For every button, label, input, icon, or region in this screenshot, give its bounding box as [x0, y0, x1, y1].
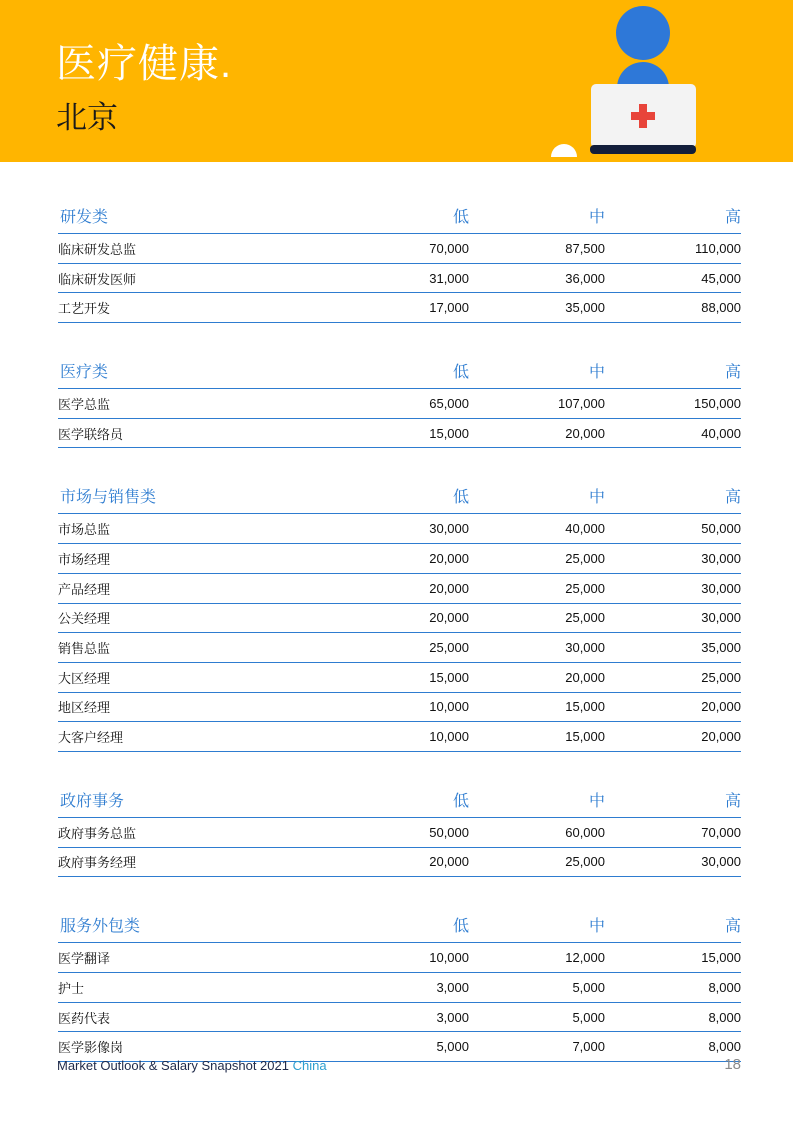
footer-country: China: [292, 1058, 327, 1073]
salary-mid: 30,000: [565, 640, 605, 656]
salary-high: 20,000: [701, 699, 741, 715]
salary-mid: 5,000: [572, 979, 605, 995]
section-title: 研发类: [60, 209, 109, 226]
section-header: [58, 907, 741, 943]
salary-low: 10,000: [429, 729, 469, 745]
role-name: 医药代表: [58, 1010, 111, 1026]
role-name: 产品经理: [58, 581, 111, 597]
table-section: [58, 353, 741, 448]
salary-low: 65,000: [429, 395, 469, 411]
role-name: 大区经理: [58, 670, 111, 686]
salary-low: 20,000: [429, 610, 469, 626]
salary-mid: 20,000: [565, 425, 605, 441]
salary-mid: 25,000: [565, 854, 605, 870]
table-section: [58, 478, 741, 752]
salary-high: 110,000: [694, 240, 741, 256]
role-name: 政府事务经理: [58, 855, 137, 871]
role-name: 医学总监: [58, 396, 111, 412]
salary-high: 25,000: [701, 669, 741, 685]
salary-mid: 7,000: [572, 1039, 605, 1055]
role-name: 市场经理: [58, 551, 111, 567]
table-row: [58, 264, 741, 294]
section-title: 政府事务: [60, 792, 125, 810]
role-name: 工艺开发: [58, 301, 111, 317]
role-name: 政府事务总监: [58, 825, 137, 841]
salary-low: 15,000: [429, 669, 469, 685]
salary-mid: 107,000: [558, 395, 605, 411]
salary-high: 30,000: [701, 550, 741, 566]
role-name: 销售总监: [58, 641, 111, 657]
role-name: 临床研发总监: [58, 241, 137, 257]
table-row: [58, 722, 741, 752]
column-header-high: 高: [724, 364, 741, 382]
table-row: [58, 293, 741, 323]
column-header-high: 高: [724, 792, 741, 810]
role-name: 医学翻译: [58, 951, 111, 967]
section-title: 市场与销售类: [60, 489, 157, 507]
role-name: 大客户经理: [58, 730, 124, 746]
salary-low: 15,000: [429, 425, 469, 441]
salary-low: 10,000: [429, 950, 469, 966]
salary-low: 20,000: [429, 550, 469, 566]
salary-low: 3,000: [436, 1009, 469, 1025]
column-header-low: 低: [452, 918, 469, 936]
salary-high: 50,000: [701, 521, 741, 537]
footer: [57, 1058, 327, 1073]
table-row: [58, 633, 741, 663]
role-name: 医学联络员: [58, 426, 124, 442]
table-section: [58, 907, 741, 1062]
salary-low: 31,000: [429, 270, 469, 286]
page-subtitle: 北京: [56, 100, 118, 135]
half-circle-decoration-icon: [551, 144, 577, 157]
header-illustration: [540, 0, 720, 162]
column-header-mid: 中: [588, 364, 605, 382]
salary-high: 30,000: [701, 610, 741, 626]
person-head-icon: [616, 6, 670, 60]
salary-mid: 5,000: [572, 1009, 605, 1025]
section-header: [58, 198, 741, 234]
table-row: [58, 514, 741, 544]
table-row: [58, 818, 741, 848]
salary-mid: 12,000: [565, 950, 605, 966]
salary-mid: 15,000: [565, 699, 605, 715]
salary-high: 30,000: [701, 580, 741, 596]
salary-low: 50,000: [429, 824, 469, 840]
table-row: [58, 574, 741, 604]
salary-high: 8,000: [708, 1009, 741, 1025]
page-number: 18: [724, 1056, 741, 1073]
salary-mid: 87,500: [565, 240, 605, 256]
table-row: [58, 943, 741, 973]
salary-mid: 25,000: [565, 610, 605, 626]
table-row: [58, 544, 741, 574]
column-header-mid: 中: [588, 918, 605, 936]
salary-mid: 35,000: [565, 300, 605, 316]
column-header-mid: 中: [588, 209, 605, 226]
table-row: [58, 693, 741, 723]
role-name: 市场总监: [58, 522, 111, 538]
table-row: [58, 1003, 741, 1033]
role-name: 地区经理: [58, 700, 111, 716]
table-row: [58, 973, 741, 1003]
salary-high: 15,000: [701, 950, 741, 966]
salary-low: 3,000: [436, 979, 469, 995]
role-name: 护士: [58, 980, 85, 996]
section-header: [58, 353, 741, 389]
table-row: [58, 604, 741, 634]
salary-high: 35,000: [701, 640, 741, 656]
salary-high: 8,000: [708, 979, 741, 995]
table-row: [58, 389, 741, 419]
salary-high: 150,000: [694, 395, 741, 411]
laptop-base-icon: [590, 145, 696, 154]
salary-table: [58, 198, 741, 1092]
salary-low: 10,000: [429, 699, 469, 715]
column-header-high: 高: [724, 209, 741, 226]
salary-high: 45,000: [701, 270, 741, 286]
salary-high: 8,000: [708, 1039, 741, 1055]
salary-mid: 40,000: [565, 521, 605, 537]
role-name: 临床研发医师: [58, 271, 137, 287]
salary-mid: 25,000: [565, 550, 605, 566]
table-section: [58, 782, 741, 877]
salary-high: 40,000: [701, 425, 741, 441]
column-header-low: 低: [452, 792, 469, 810]
section-title: 服务外包类: [60, 918, 141, 936]
salary-mid: 25,000: [565, 580, 605, 596]
salary-low: 17,000: [429, 300, 469, 316]
salary-low: 5,000: [436, 1039, 469, 1055]
section-header: [58, 782, 741, 818]
column-header-high: 高: [724, 918, 741, 936]
column-header-high: 高: [724, 489, 741, 507]
salary-mid: 20,000: [565, 669, 605, 685]
salary-mid: 60,000: [565, 824, 605, 840]
salary-low: 70,000: [429, 240, 469, 256]
column-header-low: 低: [452, 364, 469, 382]
table-row: [58, 663, 741, 693]
footer-text: Market Outlook & Salary Snapshot 2021: [57, 1058, 289, 1073]
page-title: 医疗健康.: [56, 42, 233, 86]
table-row: [58, 848, 741, 878]
table-row: [58, 234, 741, 264]
salary-low: 20,000: [429, 854, 469, 870]
salary-high: 70,000: [701, 824, 741, 840]
table-section: [58, 198, 741, 323]
table-row: [58, 419, 741, 449]
salary-mid: 15,000: [565, 729, 605, 745]
column-header-mid: 中: [588, 489, 605, 507]
section-title: 医疗类: [60, 364, 109, 382]
column-header-low: 低: [452, 489, 469, 507]
salary-high: 88,000: [701, 300, 741, 316]
column-header-mid: 中: [588, 792, 605, 810]
salary-low: 25,000: [429, 640, 469, 656]
role-name: 医学影像岗: [58, 1040, 124, 1056]
section-header: [58, 478, 741, 514]
header-banner: [0, 0, 793, 162]
salary-low: 20,000: [429, 580, 469, 596]
column-header-low: 低: [452, 209, 469, 226]
salary-high: 20,000: [701, 729, 741, 745]
role-name: 公关经理: [58, 611, 111, 627]
salary-mid: 36,000: [565, 270, 605, 286]
salary-high: 30,000: [701, 854, 741, 870]
salary-low: 30,000: [429, 521, 469, 537]
